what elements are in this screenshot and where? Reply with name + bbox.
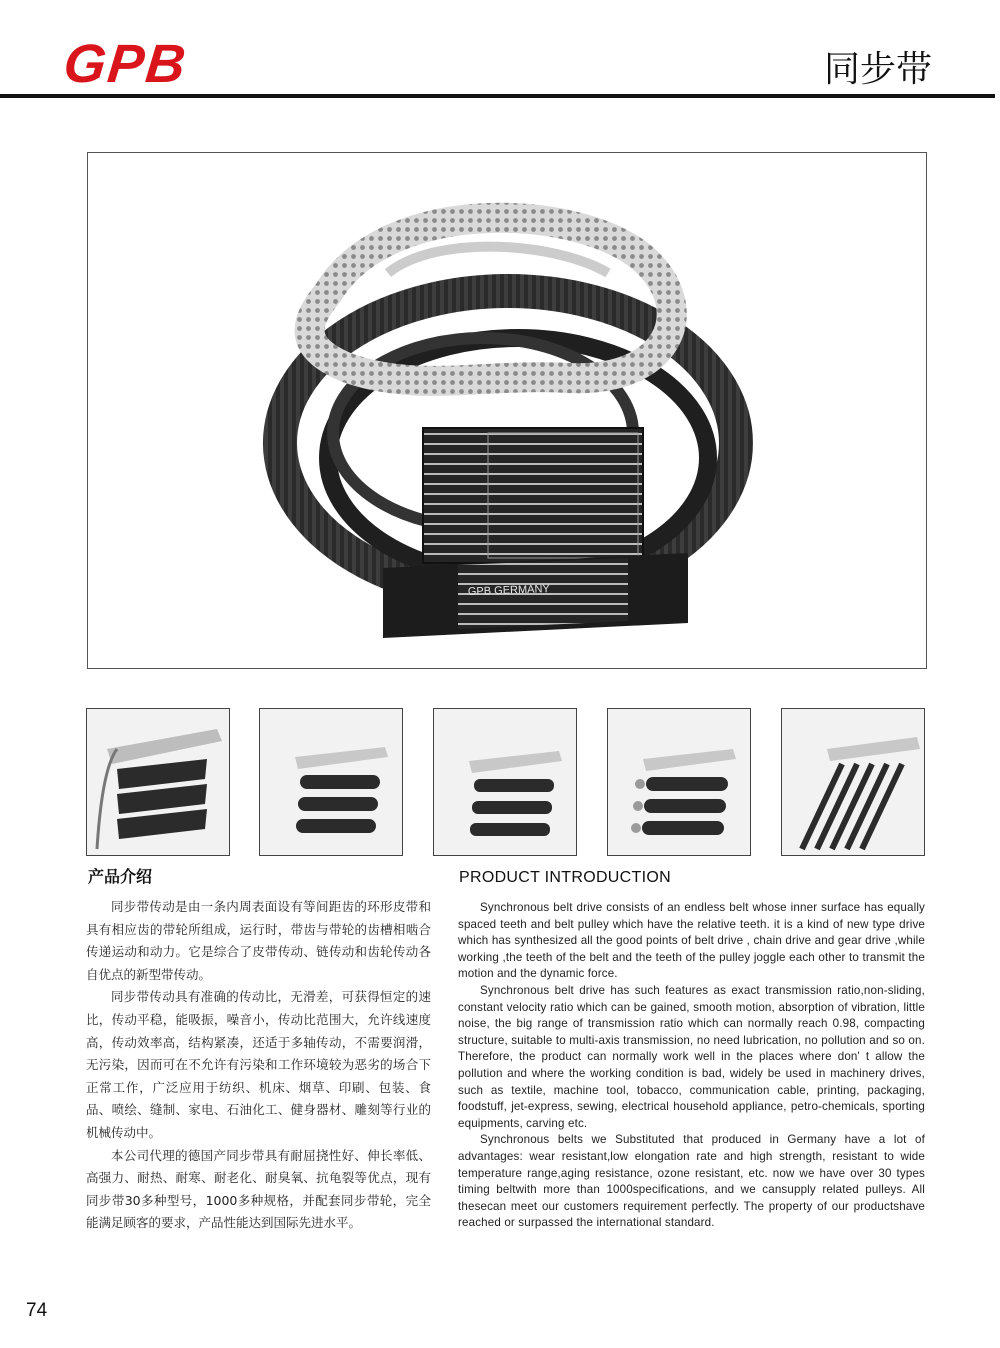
belt-profile-icon — [260, 709, 402, 855]
belt-profile-icon — [87, 709, 229, 855]
page-number: 74 — [26, 1300, 48, 1321]
en-paragraph: Synchronous belt drive has such features as exact transmission ratio,non-sliding, constant velocity ratio which can be gained, smooth motion, absorption of vibration, little noise, the big range of transmission ratio which can normally reach 0.98, compacting structure, suitable to multi-axis transmission, no need lubrication, no pollution and so on. Therefore, the product can normally work well in the places where don' t allow the pollution and where the working condition is bad, widely be used in machinery drives, such as textile, machine tool, tobacco, communication cable, printing, packaging, foodstuff, jet-express, sewing, electrical household appliance, petro-chemicals, sporting equipments, carving etc. — [458, 983, 925, 1130]
en-paragraph: Synchronous belts we Substituted that produced in Germany have a lot of advantages: wear resistant,low elongation rate and high strength, resistant to wide temperature range,aging resistance, ozone resistant, etc. now we have over 30 types timing beltwith more than 1000specifications, and we cansupply related pulleys. All thesecan meet our customers requirement perfectly. The property of our productshave reached or surpassed the international standard. — [458, 1133, 925, 1230]
cn-intro-body — [86, 896, 431, 1235]
belt-profile-icon — [434, 709, 576, 855]
thumbnail-round-tooth-belt — [433, 708, 577, 856]
timing-belts-illustration — [88, 153, 926, 668]
cn-paragraph: 同步带传动具有准确的传动比，无滑差，可获得恒定的速比，传动平稳，能吸振，噪音小，传动比范围大，允许线速度高，传动效率高，结构紧凑，还适于多轴传动，不需要润滑，无污染，因而可在不允许有污染和工作环境较为恶劣的场合下正常工作，广泛应用于纺织、机床、烟草、印刷、包装、食品、喷绘、缝制、家电、石油化工、健身器材、雕刻等行业的机械传动中。 — [86, 989, 431, 1140]
cn-section-heading: 产品介绍 — [88, 867, 153, 886]
header-rule — [0, 94, 995, 98]
thumbnail-round-tooth-belt — [259, 708, 403, 856]
brand-logo: GPB — [60, 34, 191, 94]
page-title: 同步带 — [823, 49, 932, 90]
cn-paragraph: 本公司代理的德国产同步带具有耐屈挠性好、伸长率低、高强力、耐热、耐寒、耐老化、耐臭氧、抗龟裂等优点，现有同步带30多种型号，1000多种规格，并配套同步带轮，完全能满足顾客的要求，产品性能达到国际先进水平。 — [86, 1147, 431, 1231]
en-section-heading: PRODUCT INTRODUCTION — [459, 869, 671, 886]
main-product-photo — [87, 152, 927, 669]
thumbnail-double-sided-belt — [607, 708, 751, 856]
thumbnail-trapezoidal-belt — [86, 708, 230, 856]
en-intro-body — [458, 900, 925, 1232]
cn-paragraph: 同步带传动是由一条内周表面设有等间距齿的环形皮带和具有相应齿的带轮所组成，运行时，带齿与带轮的齿槽相啮合传递运动和动力。它是综合了皮带传动、链传动和齿轮传动各自优点的新型带传动。 — [86, 899, 431, 982]
belt-profile-icon — [608, 709, 750, 855]
en-paragraph: Synchronous belt drive consists of an endless belt whose inner surface has equally spaced teeth and belt pulley which have the relative teeth. it is a kind of new type drive which has synthesized all the good points of belt drive , chain drive and gear drive ,while working ,the teeth of the belt and the teeth of the pulley joggle each other to transmit the motion and the dynamic force. — [458, 901, 925, 981]
belt-profile-icon — [782, 709, 924, 855]
belt-label: GPB GERMANY — [467, 583, 550, 598]
thumbnail-poly-v-belt — [781, 708, 925, 856]
